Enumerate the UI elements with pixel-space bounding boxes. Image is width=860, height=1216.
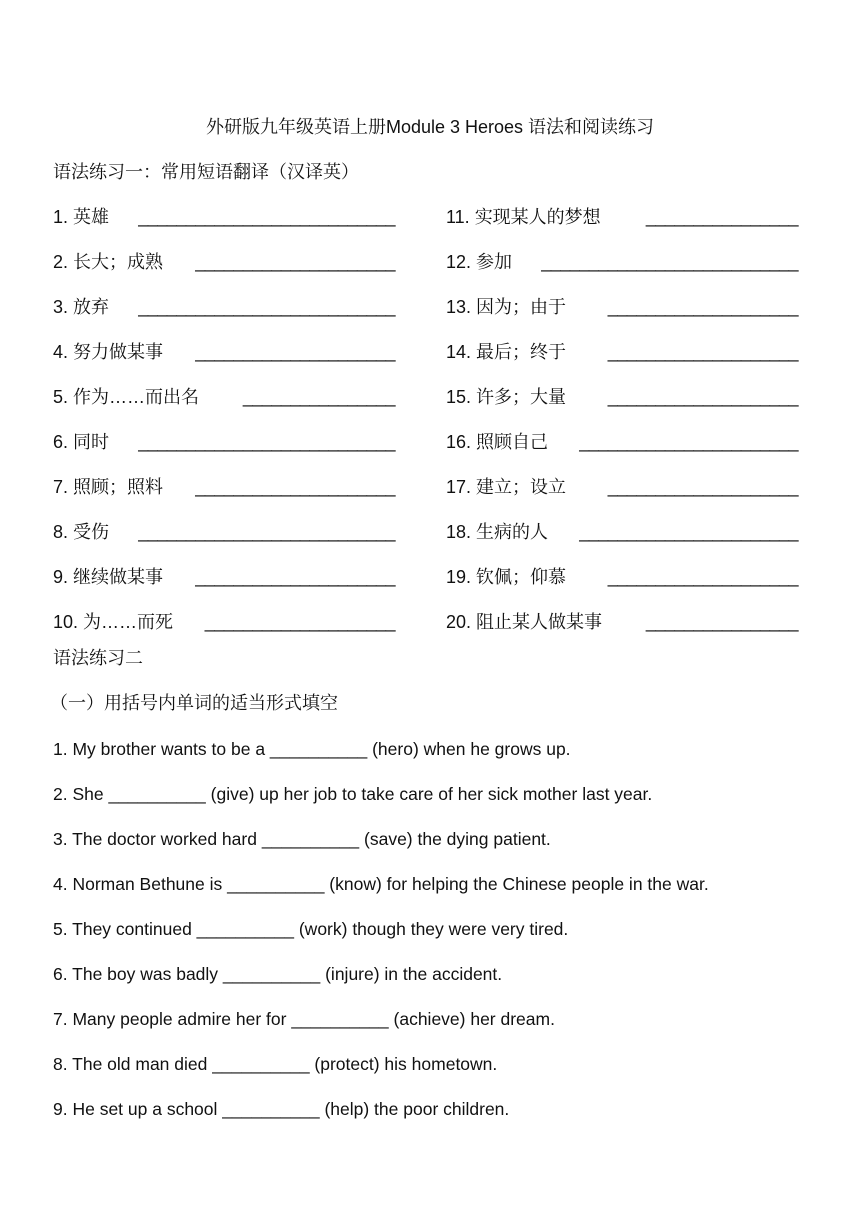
answer-blank: _____________________: [195, 342, 395, 362]
answer-blank: ____________________: [204, 612, 395, 632]
answer-blank: ____________________: [607, 342, 798, 362]
answer-blank: _______________________: [579, 522, 798, 542]
page-title: 外研版九年级英语上册Module 3 Heroes 语法和阅读练习: [205, 117, 655, 137]
fill-in-sentence-6: 6. The boy was badly __________ (injure) in the accident.: [53, 964, 503, 984]
phrase-prompt: 3. 放弃: [53, 297, 110, 317]
answer-blank: ___________________________: [138, 207, 395, 227]
phrase-prompt: 13. 因为；由于: [446, 297, 567, 317]
phrase-prompt: 16. 照顾自己: [446, 432, 549, 452]
phrase-prompt: 1. 英雄: [53, 207, 110, 227]
answer-blank: ________________: [645, 612, 798, 632]
fill-in-sentence-7: 7. Many people admire her for __________ (achieve) her dream.: [53, 1009, 555, 1029]
phrase-prompt: 15. 许多；大量: [446, 387, 567, 407]
phrase-prompt: 17. 建立；设立: [446, 477, 567, 497]
phrase-prompt: 19. 钦佩；仰慕: [446, 567, 567, 587]
phrase-prompt: 2. 长大；成熟: [53, 252, 164, 272]
fill-in-sentence-4: 4. Norman Bethune is __________ (know) for helping the Chinese people in the war.: [53, 874, 709, 894]
phrase-prompt: 10. 为……而死: [53, 612, 174, 632]
answer-blank: ___________________________: [138, 297, 395, 317]
fill-in-sentence-5: 5. They continued __________ (work) though they were very tired.: [53, 919, 569, 939]
phrase-prompt: 9. 继续做某事: [53, 567, 164, 587]
answer-blank: ____________________: [607, 297, 798, 317]
phrase-prompt: 20. 阻止某人做某事: [446, 612, 603, 632]
phrase-prompt: 11. 实现某人的梦想: [446, 207, 601, 227]
fill-in-sentence-8: 8. The old man died __________ (protect) his hometown.: [53, 1054, 498, 1074]
phrase-prompt: 6. 同时: [53, 432, 110, 452]
phrase-prompt: 4. 努力做某事: [53, 342, 164, 362]
answer-blank: ___________________________: [138, 432, 395, 452]
answer-blank: _______________________: [579, 432, 798, 452]
answer-blank: _____________________: [195, 567, 395, 587]
phrase-prompt: 12. 参加: [446, 252, 513, 272]
fill-in-sentence-3: 3. The doctor worked hard __________ (save) the dying patient.: [53, 829, 551, 849]
answer-blank: ________________: [242, 387, 395, 407]
answer-blank: ____________________: [607, 567, 798, 587]
fill-in-sentence-2: 2. She __________ (give) up her job to take care of her sick mother last year.: [53, 784, 653, 804]
fill-in-sentence-1: 1. My brother wants to be a __________ (hero) when he grows up.: [53, 739, 571, 759]
answer-blank: ____________________: [607, 477, 798, 497]
answer-blank: ___________________________: [541, 252, 798, 272]
phrase-prompt: 5. 作为……而出名: [53, 387, 200, 407]
answer-blank: _____________________: [195, 477, 395, 497]
phrase-prompt: 7. 照顾；照料: [53, 477, 164, 497]
phrase-prompt: 18. 生病的人: [446, 522, 549, 542]
section1-heading: 语法练习一：常用短语翻译（汉译英）: [53, 162, 359, 182]
answer-blank: _____________________: [195, 252, 395, 272]
phrase-prompt: 14. 最后；终于: [446, 342, 567, 362]
answer-blank: ___________________________: [138, 522, 395, 542]
section2-subheading: （一）用括号内单词的适当形式填空: [50, 693, 338, 713]
answer-blank: ____________________: [607, 387, 798, 407]
phrase-prompt: 8. 受伤: [53, 522, 110, 542]
section2-heading: 语法练习二: [53, 648, 143, 668]
fill-in-sentence-9: 9. He set up a school __________ (help) the poor children.: [53, 1099, 510, 1119]
answer-blank: ________________: [645, 207, 798, 227]
